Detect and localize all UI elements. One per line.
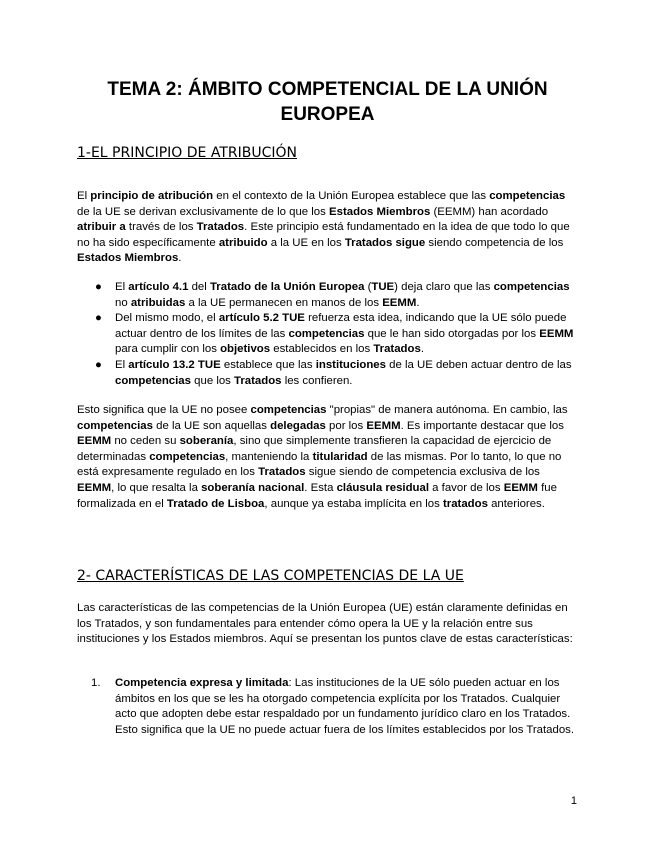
text-run: refuerza esta idea, indicando que la UE sólo puede actuar dentro de los límites de las (115, 312, 567, 340)
list-item (77, 311, 577, 358)
section-1-paragraph-1 (77, 189, 577, 267)
bold-text: Estados Miembros (329, 205, 431, 218)
text-run: Del mismo modo, el (115, 312, 219, 325)
bold-text: Tratado de la Unión Europea (209, 281, 365, 293)
bold-text: artículo 5.2 TUE (218, 312, 305, 325)
bold-text: tratados (442, 497, 488, 510)
text-run: de la UE deben actuar dentro de las (385, 358, 572, 371)
text-run: ( (364, 281, 372, 293)
text-run: . Esta (304, 481, 337, 494)
bold-text: Estados Miembros (77, 252, 179, 265)
bold-text: EEMM (77, 435, 112, 448)
document-title: TEMA 2: ÁMBITO COMPETENCIAL DE LA UNIÓN EUROPEA (107, 79, 548, 125)
text-run: de la UE se derivan exclusivamente de lo que los (77, 205, 330, 218)
bold-text: Tratado de Lisboa (166, 497, 265, 510)
text-run: través de los (125, 221, 197, 234)
bold-text: soberanía (179, 435, 234, 448)
section-2-heading: 2- CARACTERÍSTICAS DE LAS COMPETENCIAS DE LA UE (77, 568, 464, 584)
bold-text: atribuidas (130, 296, 186, 309)
bold-text: artículo 4.1 (128, 281, 189, 293)
text-run: de las mismas. Por lo tanto, lo que no está expresamente regulado en los (77, 450, 562, 479)
bold-text: TUE (371, 281, 395, 293)
text-run: siendo competencia de los (425, 236, 564, 249)
text-run: ) deja claro que las (394, 281, 494, 293)
bold-text: Tratados (196, 221, 245, 234)
section-2-numbered-list (77, 676, 577, 738)
numbered-item-text (115, 677, 574, 736)
bold-text: instituciones (315, 358, 386, 371)
bold-text: Tratados (234, 374, 282, 387)
text-run: no ceden su (111, 435, 180, 448)
text-run: . (178, 252, 182, 265)
text-run: "propias" de manera autónoma. En cambio, las (326, 404, 568, 416)
bold-text: competencias (288, 327, 365, 340)
section-1-paragraph-2 (77, 403, 577, 512)
list-number: 1. (91, 677, 101, 689)
text-run: que los (190, 374, 235, 387)
text-run: establecidos en los (270, 343, 374, 356)
bold-text: atribuido (218, 236, 268, 249)
text-run: en el contexto de la Unión Europea establece que las (213, 190, 490, 202)
text-run: de la UE son aquellas (152, 419, 271, 432)
bold-text: atribuir a (77, 221, 126, 234)
text-run: que le han sido otorgadas por los (364, 327, 540, 340)
text-run: . (420, 343, 424, 356)
bold-text: competencias (489, 190, 566, 202)
text-run: . (416, 296, 420, 309)
text-run: El (115, 281, 129, 293)
text-run: a la UE permanecen en manos de los (185, 296, 383, 309)
text-run: , lo que resalta la (111, 481, 202, 494)
list-item (77, 280, 577, 311)
bold-text: artículo 13.2 TUE (128, 358, 221, 371)
bold-text: Tratados (258, 466, 306, 479)
text-run: les confieren. (281, 374, 353, 387)
text-run: anteriores. (487, 497, 545, 510)
list-item (77, 358, 577, 389)
bullet-icon: ● (95, 358, 102, 371)
text-run: por los (325, 419, 367, 432)
text-run: establece que las (220, 358, 316, 371)
bold-text: competencias (115, 374, 191, 387)
section-1-bullet-list (77, 280, 577, 389)
text-run: El (77, 190, 91, 202)
bold-text: EEMM (539, 327, 574, 340)
bold-text: Tratados sigue (344, 236, 426, 249)
bold-text: soberanía nacional (201, 481, 305, 494)
text-run: , manteniendo la (225, 450, 313, 463)
text-run: El (115, 358, 129, 371)
bold-text: delegadas (270, 419, 326, 432)
bold-text: competencias (493, 281, 570, 293)
text-run: : Las instituciones de la UE sólo pueden actuar en los ámbitos en los que se les ha otorgado competencia explícita por los Tratados. Cualquier acto que adopten debe estar respaldado por un fundamento jurídico claro en los Tratados. Esto significa que la UE no puede actuar fuera de los límites establecidos por los Tratados. (115, 677, 575, 736)
text-run: fue formalizada en el (77, 481, 557, 510)
bold-text: EEMM (382, 296, 417, 309)
bullet-text (115, 281, 570, 309)
bold-text: objetivos (220, 343, 271, 356)
text-run: , aunque ya estaba implícita en los (264, 497, 443, 510)
bold-text: titularidad (312, 450, 368, 463)
text-run: a la UE en los (267, 236, 345, 249)
text-run: , sino que simplemente transfieren la capacidad de ejercicio de determinadas (77, 435, 552, 463)
bullet-icon: ● (95, 281, 102, 293)
text-run: para cumplir con los (115, 343, 221, 356)
list-item (77, 676, 577, 738)
text-run: no (115, 296, 131, 309)
text-run: a favor de los (429, 481, 504, 494)
bold-text: competencias (149, 450, 226, 463)
bullet-text (115, 359, 572, 387)
bold-text: competencias (77, 419, 153, 432)
section-1-heading: 1-EL PRINCIPIO DE ATRIBUCIÓN (77, 145, 297, 161)
text-run: del (188, 281, 210, 293)
bullet-text (115, 312, 573, 355)
section-2-intro: Las características de las competencias de la Unión Europea (UE) están claramente definidas en los Tratados, y son fundamentales para entender cómo opera la UE y la relación entre sus instituciones y los Estados miembros. Aquí se presentan los puntos clave de estas características: (77, 602, 573, 646)
text-run: Esto significa que la UE no posee (77, 404, 251, 416)
bold-text: Competencia expresa y limitada (115, 677, 289, 689)
bold-text: EEMM (503, 481, 538, 494)
bold-text: competencias (250, 404, 327, 416)
bold-text: EEMM (366, 419, 401, 432)
bullet-icon: ● (95, 312, 102, 325)
bold-text: principio de atribución (90, 190, 214, 202)
bold-text: cláusula residual (336, 481, 430, 494)
text-run: . Es importante destacar que los (400, 419, 564, 432)
bold-text: Tratados (373, 343, 421, 356)
page-number: 1 (570, 795, 577, 807)
text-run: sigue siendo de competencia exclusiva de los (305, 466, 540, 479)
text-run: (EEMM) han acordado (430, 205, 549, 218)
bold-text: EEMM (77, 481, 112, 494)
text-run: . Este principio está fundamentado en la idea de que todo lo que no ha sido específicamente (77, 221, 570, 249)
